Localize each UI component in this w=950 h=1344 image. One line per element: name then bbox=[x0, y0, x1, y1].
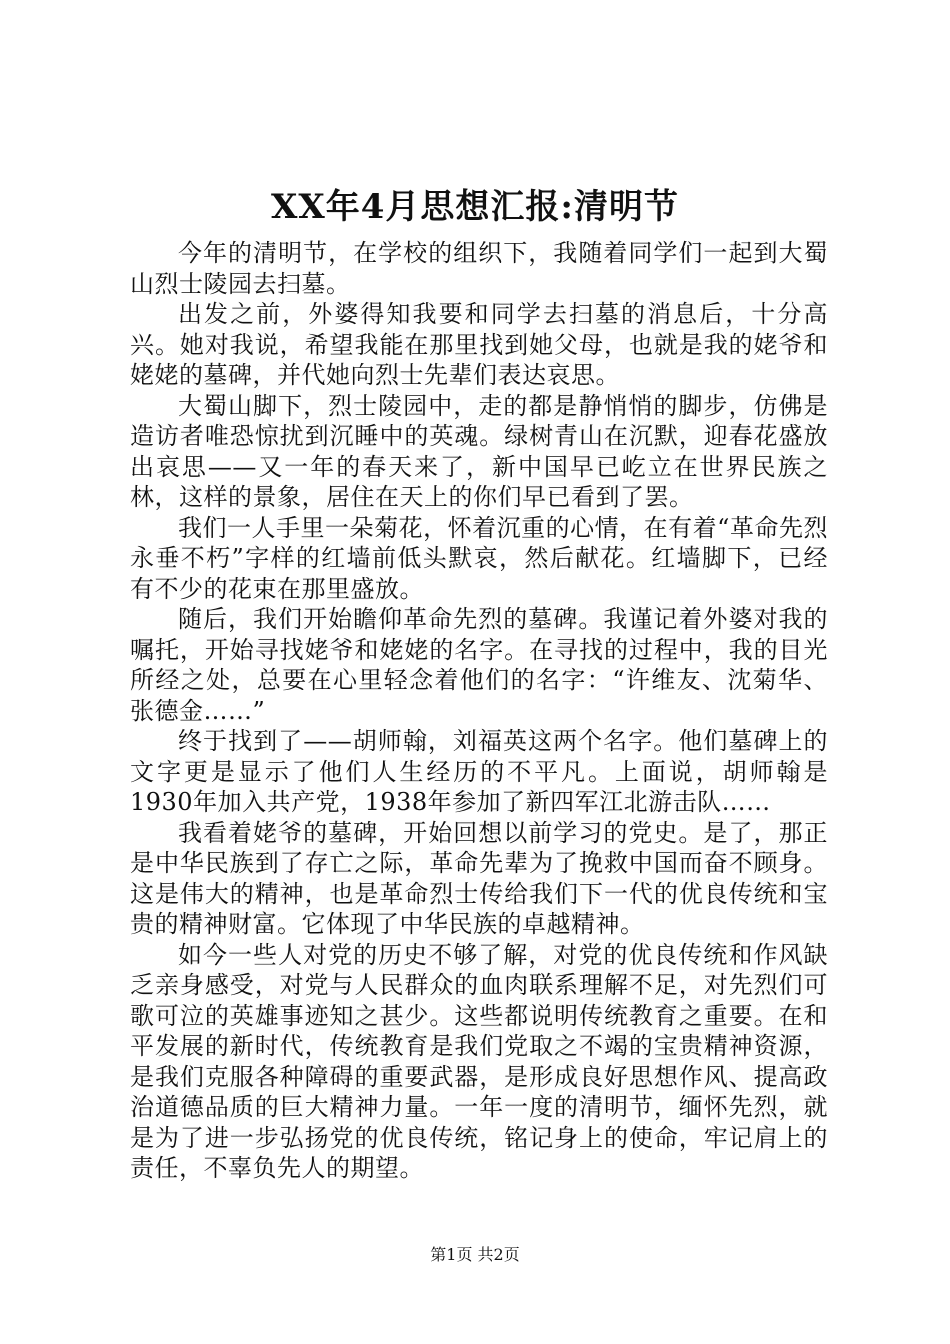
paragraph-2: 出发之前，外婆得知我要和同学去扫墓的消息后，十分高兴。她对我说，希望我能在那里找到她父母，也就是我的姥爷和姥姥的墓碑，并代她向烈士先辈们表达哀思。 bbox=[130, 300, 828, 389]
page-number-footer: 第1页 共2页 bbox=[430, 1245, 520, 1264]
paragraph-8: 如今一些人对党的历史不够了解，对党的优良传统和作风缺乏亲身感受，对党与人民群众的血肉联系理解不足，对先烈们可歌可泣的英雄事迹知之甚少。这些都说明传统教育之重要。在和平发展的新时代，传统教育是我们党取之不竭的宝贵精神资源，是我们克服各种障碍的重要武器，是形成良好思想作风、提高政治道德品质的巨大精神力量。一年一度的清明节，缅怀先烈，就是为了进一步弘扬党的优良传统，铭记身上的使命，牢记肩上的责任，不辜负先人的期望。 bbox=[130, 940, 828, 1182]
paragraph-1: 今年的清明节，在学校的组织下，我随着同学们一起到大蜀山烈士陵园去扫墓。 bbox=[130, 239, 828, 298]
paragraph-4: 我们一人手里一朵菊花，怀着沉重的心情，在有着“革命先烈永垂不朽”字样的红墙前低头默哀，然后献花。红墙脚下，已经有不少的花束在那里盛放。 bbox=[130, 513, 828, 603]
paragraph-5: 随后，我们开始瞻仰革命先烈的墓碑。我谨记着外婆对我的嘱托，开始寻找姥爷和姥姥的名字。在寻找的过程中，我的目光所经之处，总要在心里轻念着他们的名字：“许维友、沈菊华、张德金……” bbox=[130, 605, 828, 725]
document-title: XX年4月思想汇报:清明节 bbox=[271, 187, 679, 227]
document-body bbox=[130, 238, 828, 1184]
paragraph-6: 终于找到了——胡师翰，刘福英这两个名字。他们墓碑上的文字更是显示了他们人生经历的不平凡。上面说，胡师翰是1930年加入共产党，1938年参加了新四军江北游击队…… bbox=[130, 727, 828, 816]
paragraph-7: 我看着姥爷的墓碑，开始回想以前学习的党史。是了，那正是中华民族到了存亡之际，革命先辈为了挽救中国而奋不顾身。这是伟大的精神，也是革命烈士传给我们下一代的优良传统和宝贵的精神财富。它体现了中华民族的卓越精神。 bbox=[130, 818, 828, 938]
paragraph-3: 大蜀山脚下，烈士陵园中，走的都是静悄悄的脚步，仿佛是造访者唯恐惊扰到沉睡中的英魂。绿树青山在沉默，迎春花盛放出哀思——又一年的春天来了，新中国早已屹立在世界民族之林，这样的景象，居住在天上的你们早已看到了罢。 bbox=[130, 391, 828, 511]
